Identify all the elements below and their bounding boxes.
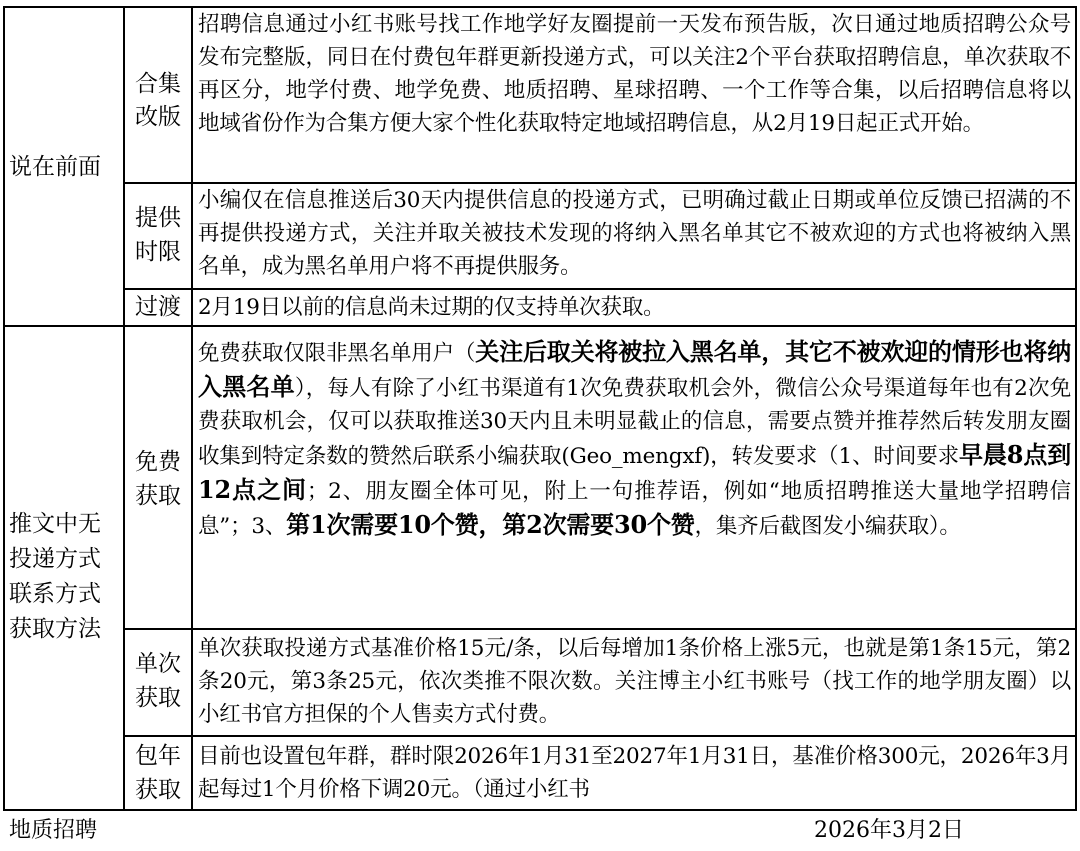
content-text: 招聘信息通过小红书账号找工作地学好友圈提前一天发布预告版，次日通过地质招聘公众号发布完整版，同日在付费包年群更新投递方式，可以关注2个平台获取招聘信息，单次获取不再区分，地学付费、地学免费、地质招聘、星球招聘、一个工作等合集，以后招聘信息将以地域省份作为合集方便大家个性化获取特定地域招聘信息，从2月19日起正式开始。 bbox=[198, 12, 1071, 136]
row-label-cell bbox=[125, 290, 191, 325]
content-emphasis: 关注后取关将被拉入黑名单，其它不被欢迎的情形也将纳入黑名单 bbox=[198, 337, 1072, 401]
section-2-title-line: 推文中无 bbox=[9, 511, 101, 537]
row-label-cell bbox=[125, 630, 191, 735]
section-2-title-line: 联系方式 bbox=[9, 581, 101, 607]
content-emphasis: 第1次需要10个赞，第2次需要30个赞 bbox=[286, 510, 695, 539]
row-label-cell bbox=[125, 737, 191, 809]
content-text: ），每人有除了小红书渠道有1次免费获取机会外，微信公众号渠道每年也有2次免费获取机会，仅可以获取推送30天内且未明显截止的信息，需要点赞并推荐然后转发朋友圈收集到特定条数的赞然后联系小编获取(Geo_mengxf)，转发要求（1、时间要求 bbox=[198, 376, 1071, 469]
row-label-line: 合集 bbox=[135, 71, 181, 97]
row-label-line: 过渡 bbox=[135, 294, 181, 320]
row-label-line: 获取 bbox=[135, 685, 181, 711]
section-1-title: 说在前面 bbox=[9, 154, 101, 180]
content-text: 小编仅在信息推送后30天内提供信息的投递方式，已明确过截止日期或单位反馈已招满的不再提供投递方式，关注并取关被技术发现的将纳入黑名单其它不被欢迎的方式也将被纳入黑名单，成为黑名单用户将不再提供服务。 bbox=[198, 188, 1071, 279]
section-1-title-cell bbox=[5, 8, 123, 325]
grid-line-right bbox=[1075, 6, 1077, 811]
row-label-line: 获取 bbox=[135, 483, 181, 509]
row-content bbox=[198, 740, 1071, 806]
row-content bbox=[198, 291, 1071, 324]
content-text: 单次获取投递方式基准价格15元/条，以后每增加1条价格上涨5元，也就是第1条15元，第2条20元，第3条25元，依次类推不限次数。关注博主小红书账号（找工作的地学朋友圈）以小红书官方担保的个人售卖方式付费。 bbox=[198, 636, 1071, 727]
footer-date: 2026年3月2日 bbox=[814, 818, 964, 843]
row-content bbox=[198, 184, 1071, 283]
row-content bbox=[198, 632, 1071, 731]
row-label-line: 时限 bbox=[135, 239, 181, 265]
content-text: 目前也设置包年群，群时限2026年1月31至2027年1月31日，基准价格300元，2026年3月起每过1个月价格下调20元。（通过小红书 bbox=[198, 744, 1071, 802]
footer-source: 地质招聘 bbox=[9, 818, 98, 843]
section-2-title-line: 投递方式 bbox=[9, 546, 101, 572]
row-label-line: 单次 bbox=[135, 651, 181, 677]
row-label-line: 提供 bbox=[135, 205, 181, 231]
content-text: ，集齐后截图发小编获取）。 bbox=[694, 514, 961, 539]
section-2-title-line: 获取方法 bbox=[9, 616, 101, 642]
content-emphasis: 早晨8点到12点之间 bbox=[198, 440, 1071, 504]
row-label-line: 免费 bbox=[135, 449, 181, 475]
row-content-cell bbox=[193, 290, 1075, 325]
row-content-cell bbox=[193, 8, 1075, 182]
row-content-cell bbox=[193, 327, 1075, 628]
row-content-cell bbox=[193, 737, 1075, 809]
row-label-line: 改版 bbox=[135, 104, 181, 130]
row-content-cell bbox=[193, 630, 1075, 735]
section-2-title-cell bbox=[5, 327, 123, 809]
row-label-line: 包年 bbox=[135, 743, 181, 769]
row-content bbox=[198, 335, 1071, 543]
row-label-cell bbox=[125, 184, 191, 288]
row-label-cell bbox=[125, 327, 191, 628]
content-text: 2月19日以前的信息尚未过期的仅支持单次获取。 bbox=[198, 295, 665, 320]
row-label-line: 获取 bbox=[135, 777, 181, 803]
row-content-cell bbox=[193, 184, 1075, 288]
row-content bbox=[198, 8, 1071, 140]
content-text: 免费获取仅限非黑名单用户（ bbox=[198, 341, 476, 366]
grid-line-bottom bbox=[3, 809, 1077, 811]
row-label-cell bbox=[125, 8, 191, 182]
content-text: ；2、朋友圈全体可见，附上一句推荐语，例如“地质招聘推送大量地学招聘信息”；3、 bbox=[198, 479, 1071, 539]
